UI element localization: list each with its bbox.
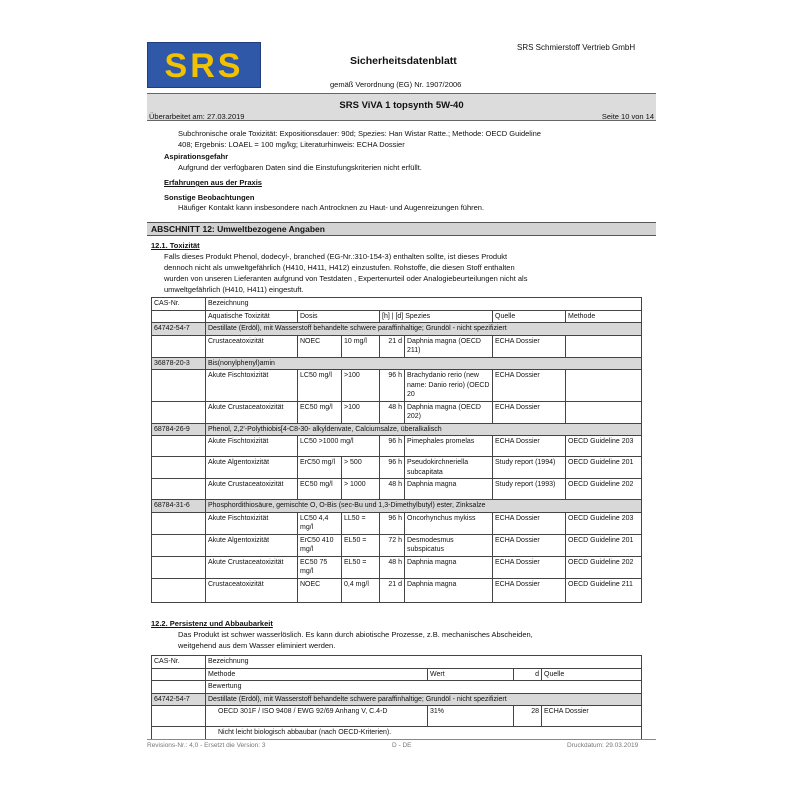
table-row: Akute Algentoxizität ErC50 410 mg/l EL50 = 72 h Desmodesmus subspicatus ECHA Dossier OECD Guideline 201 xyxy=(152,534,642,556)
header-species: [h] | [d] Spezies xyxy=(380,310,493,323)
company-logo xyxy=(147,42,261,88)
table-row: Akute Fischtoxizität LC50 4,4 mg/l LL50 = 96 h Oncorhynchus mykiss ECHA Dossier OECD Guideline 203 xyxy=(152,512,642,534)
persistence-heading: 12.2. Persistenz und Abbaubarkeit xyxy=(151,619,273,628)
header-cas: CAS-Nr. xyxy=(152,298,206,311)
footer-revision: Revisions-Nr.: 4,0 - Ersetzt die Version: 3 xyxy=(147,742,266,749)
footer-country: D - DE xyxy=(392,742,412,749)
table-row: Crustaceatoxizität NOEC 0,4 mg/l 21 d Daphnia magna ECHA Dossier OECD Guideline 211 xyxy=(152,578,642,602)
page-number: Seite 10 von 14 xyxy=(601,112,654,121)
table-subheader-row: Bewertung xyxy=(152,681,642,694)
degradability-table xyxy=(151,655,642,740)
table-row: Akute Fischtoxizität LC50 mg/l >100 96 h Brachydanio rerio (new name: Danio rerio) (OECD 20 ECHA Dossier xyxy=(152,370,642,402)
document-title: Sicherheitsdatenblatt xyxy=(350,55,457,67)
footer-print-date: Druckdatum: 29.03.2019 xyxy=(567,742,639,749)
substance-row: 68784-26-9 Phenol, 2,2'-Polythiobis[4-C8-30- alkyldenvate, Calciumsalze, überalkalisch xyxy=(152,423,642,436)
header-method: Methode xyxy=(566,310,642,323)
table-header-row xyxy=(152,298,642,311)
toxicity-text-3: wurden von unseren Lieferanten aufgrund von Testdaten , Expertenurteil oder Analogiebeurteilungen nicht als xyxy=(164,274,528,283)
practice-heading: Erfahrungen aus der Praxis xyxy=(164,178,262,187)
header-source: Quelle xyxy=(493,310,566,323)
header-dose: Dosis xyxy=(298,310,380,323)
table-subheader-row xyxy=(152,310,642,323)
table-header-row: CAS-Nr. Bezeichnung xyxy=(152,656,642,669)
other-observations-text: Häufiger Kontakt kann insbesondere nach Antrocknen zu Haut- und Augenreizungen führen. xyxy=(178,203,485,212)
regulation-text: gemäß Verordnung (EG) Nr. 1907/2006 xyxy=(330,80,462,89)
header-name: Bezeichnung xyxy=(206,298,642,311)
table-subheader-row: Methode Wert d Quelle xyxy=(152,668,642,681)
table-row: OECD 301F / ISO 9408 / EWG 92/69 Anhang V, C.4-D 31% 28 ECHA Dossier xyxy=(152,706,642,727)
table-row: Akute Crustaceatoxizität EC50 mg/l > 1000 48 h Daphnia magna Study report (1993) OECD Guideline 202 xyxy=(152,479,642,500)
substance-row: 64742-54-7 Destillate (Erdöl), mit Wasserstoff behandelte schwere paraffinhaltige; Grundöl - nicht spezifiziert xyxy=(152,323,642,336)
svg-text:SRS: SRS xyxy=(164,47,244,84)
toxicity-text-4: umweltgefährlich (H410, H411) eingestuft. xyxy=(164,285,304,294)
subchronic-text-1: Subchronische orale Toxizität: Expositionsdauer: 90d; Spezies: Han Wistar Ratte.; Methode: OECD Guideline xyxy=(178,129,541,138)
table-row: Akute Fischtoxizität LC50 >1000 mg/l 96 h Pimephales promelas ECHA Dossier OECD Guideline 203 xyxy=(152,436,642,457)
footer-divider xyxy=(147,739,656,740)
header-aquatic: Aquatische Toxizität xyxy=(206,310,298,323)
aspiration-text: Aufgrund der verfügbaren Daten sind die Einstufungskriterien nicht erfüllt. xyxy=(178,163,422,172)
table-row: Akute Algentoxizität ErC50 mg/l > 500 96 h Pseudokirchneriella subcapitata Study report (1994) OECD Guideline 201 xyxy=(152,457,642,479)
section-12-title: ABSCHNITT 12: Umweltbezogene Angaben xyxy=(147,222,656,236)
revision-date: Überarbeitet am: 27.03.2019 xyxy=(149,112,245,121)
product-name: SRS ViVA 1 topsynth 5W-40 xyxy=(339,100,464,111)
table-row: Akute Crustaceatoxizität EC50 mg/l >100 48 h Daphnia magna (OECD 202) ECHA Dossier xyxy=(152,401,642,423)
table-row: Nicht leicht biologisch abbaubar (nach OECD-Kriterien). xyxy=(152,727,642,740)
subchronic-text-2: 408; Ergebnis: LOAEL = 100 mg/kg; Literaturhinweis: ECHA Dossier xyxy=(178,140,405,149)
persistence-text-2: weitgehend aus dem Wasser eliminiert werden. xyxy=(178,641,336,650)
toxicity-heading: 12.1. Toxizität xyxy=(151,241,200,250)
product-header-band xyxy=(147,93,656,121)
aspiration-heading: Aspirationsgefahr xyxy=(164,152,229,161)
substance-row: 36878-20-3 Bis(nonylphenyl)amin xyxy=(152,357,642,370)
persistence-text-1: Das Produkt ist schwer wasserlöslich. Es kann durch abiotische Prozesse, z.B. mechanisches Abscheiden, xyxy=(178,630,533,639)
srs-logo-icon xyxy=(152,46,256,84)
toxicity-text-2: dennoch nicht als umweltgefährlich (H410, H411, H412) einzustufen. Rohstoffe, die diesen Stoff enthalten xyxy=(164,263,515,272)
toxicity-text-1: Falls dieses Produkt Phenol, dodecyl-, branched (EG-Nr.:310-154-3) enthalten sollte, ist dieses Produkt xyxy=(164,252,508,261)
table-row: Crustaceatoxizität NOEC 10 mg/l 21 d Daphnia magna (OECD 211) ECHA Dossier xyxy=(152,335,642,357)
substance-row: 68784-31-6 Phosphordithiosäure, gemischte O, O-Bis (sec-Bu und 1,3-Dimethylbutyl) ester, Zinksalze xyxy=(152,500,642,513)
other-observations-heading: Sonstige Beobachtungen xyxy=(164,193,255,202)
company-name: SRS Schmierstoff Vertrieb GmbH xyxy=(517,43,636,52)
table-row: Akute Crustaceatoxizität EC50 75 mg/l EL50 = 48 h Daphnia magna ECHA Dossier OECD Guideline 202 xyxy=(152,556,642,578)
substance-row: 64742-54-7 Destillate (Erdöl), mit Wasserstoff behandelte schwere paraffinhaltige; Grundöl - nicht spezifiziert xyxy=(152,693,642,706)
aquatic-toxicity-table xyxy=(151,297,642,603)
